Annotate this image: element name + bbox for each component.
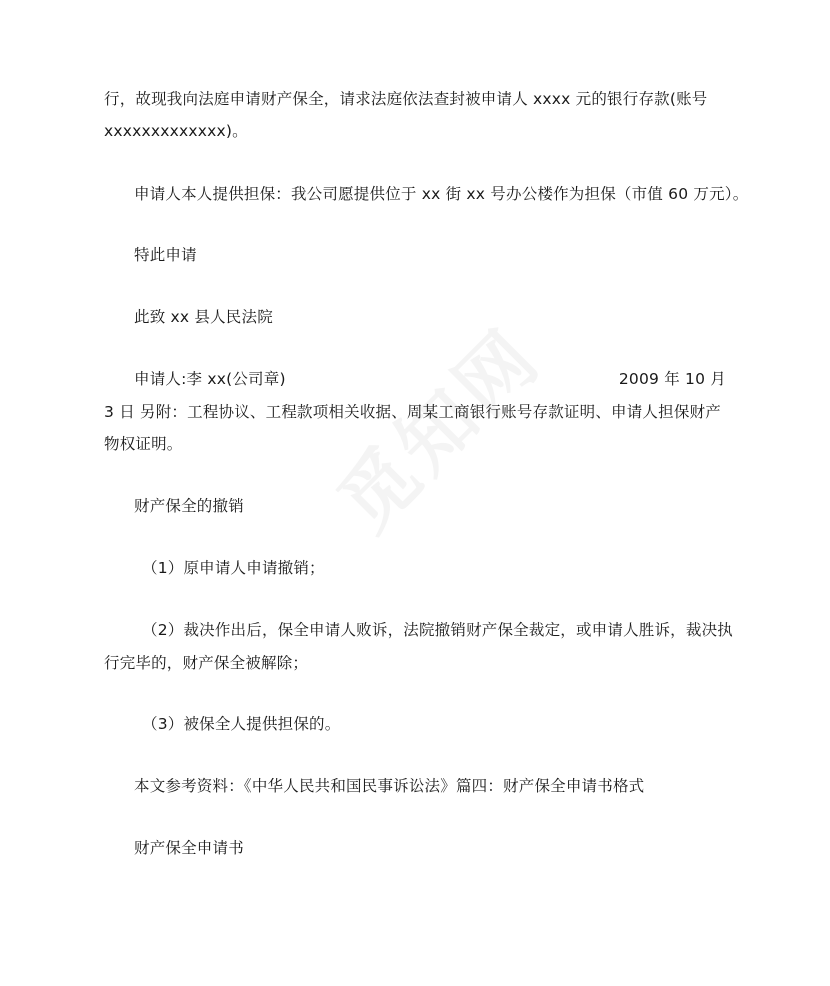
applicant-signature: 申请人:李 xx(公司章) [134, 370, 286, 388]
watermark-text [310, 300, 561, 551]
list-item: （3）被保全人提供担保的。 [142, 715, 341, 733]
paragraph-line: 特此申请 [134, 246, 197, 264]
paragraph-line: 申请人本人提供担保：我公司愿提供位于 xx 街 xx 号办公楼作为担保（市值 60 万元）。 [134, 185, 749, 203]
paragraph-line: xxxxxxxxxxxxx)。 [104, 122, 248, 140]
paragraph-line: 此致 xx 县人民法院 [134, 308, 273, 326]
section-heading: 财产保全申请书 [134, 839, 244, 857]
paragraph-line: 物权证明。 [104, 435, 183, 453]
list-item: （2）裁决作出后，保全申请人败诉，法院撤销财产保全裁定，或申请人胜诉，裁决执 [142, 621, 733, 639]
reference-line: 本文参考资料：《中华人民共和国民事诉讼法》篇四：财产保全申请书格式 [134, 777, 645, 795]
signature-date: 2009 年 10 月 [618, 370, 726, 388]
list-item: （1）原申请人申请撤销； [142, 559, 325, 577]
list-item-continued: 行完毕的，财产保全被解除； [104, 654, 309, 672]
paragraph-line: 行，故现我向法庭申请财产保全，请求法庭依法查封被申请人 xxxx 元的银行存款(账号 [104, 90, 708, 108]
section-heading: 财产保全的撤销 [134, 497, 244, 515]
paragraph-line: 3 日 另附：工程协议、工程款项相关收据、周某工商银行账号存款证明、申请人担保财产 [104, 403, 721, 421]
